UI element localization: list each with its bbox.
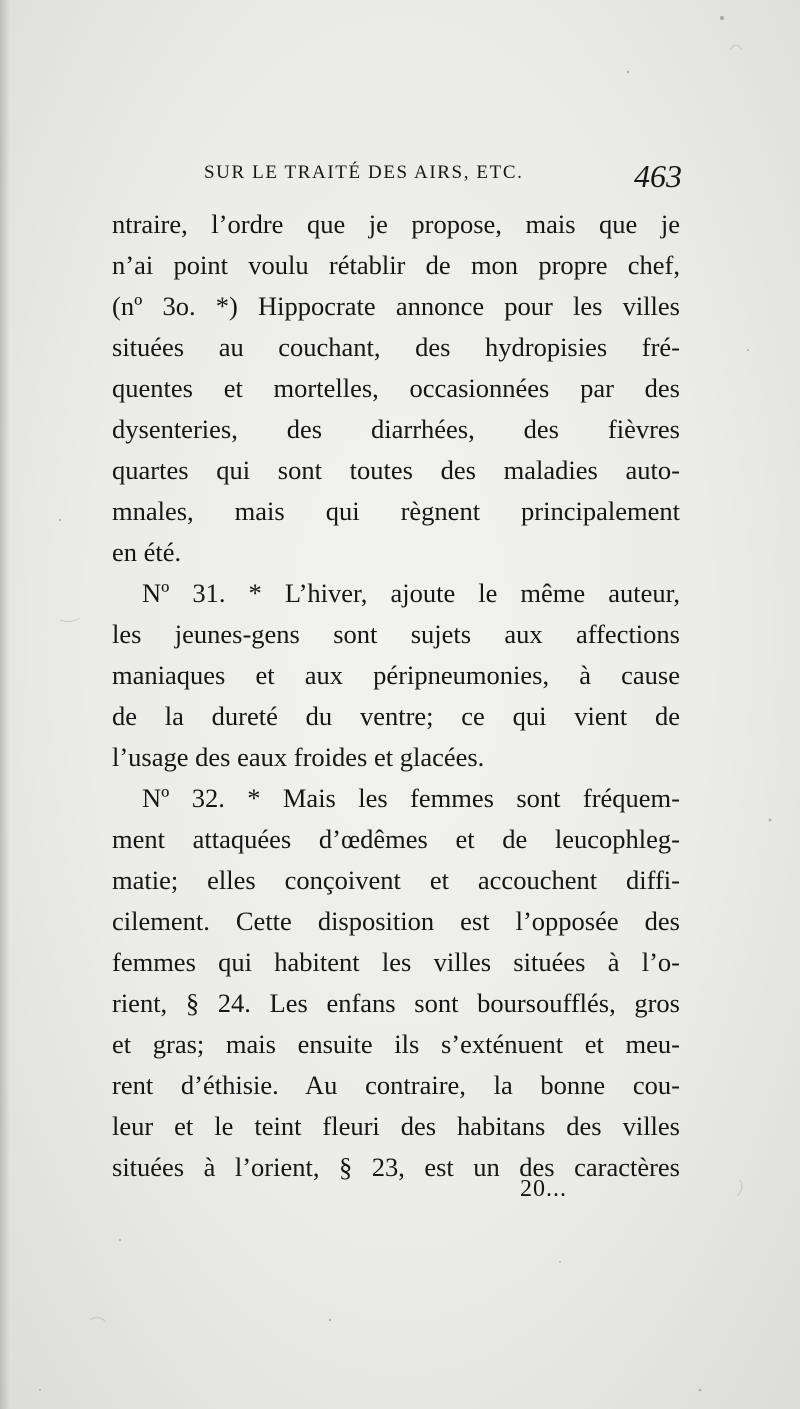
text-line: quartes qui sont toutes des maladies auto- <box>112 455 680 485</box>
text-line: matie; elles conçoivent et accouchent diffi- <box>112 865 680 895</box>
running-head: SUR LE TRAITÉ DES AIRS, ETC. <box>204 162 524 183</box>
text-line: leur et le teint fleuri des habitans des villes <box>112 1111 680 1141</box>
catchword: 20... <box>520 1176 567 1202</box>
text-line: femmes qui habitent les villes situées à l’o- <box>112 947 680 977</box>
page-edge-shadow <box>0 0 10 1409</box>
body-text <box>112 204 680 1188</box>
text-line: Nº 32. * Mais les femmes sont fréquem- <box>142 783 680 813</box>
text-line: quentes et mortelles, occasionnées par des <box>112 373 680 403</box>
text-line: en été. <box>112 537 182 567</box>
text-line: l’usage des eaux froides et glacées. <box>112 742 485 772</box>
text-line: Nº 31. * L’hiver, ajoute le même auteur, <box>142 578 680 608</box>
page-header <box>200 158 682 198</box>
text-line: cilement. Cette disposition est l’opposée des <box>112 906 680 936</box>
text-line: ntraire, l’ordre que je propose, mais que je <box>112 209 680 239</box>
text-line: les jeunes-gens sont sujets aux affections <box>112 619 680 649</box>
text-line: dysenteries, des diarrhées, des fièvres <box>112 414 680 444</box>
text-line: maniaques et aux péripneumonies, à cause <box>112 660 680 690</box>
page-number: 463 <box>634 158 682 194</box>
text-line: mnales, mais qui règnent principalement <box>112 496 680 526</box>
text-line: de la dureté du ventre; ce qui vient de <box>112 701 680 731</box>
text-line: situées à l’orient, § 23, est un des caractères <box>112 1152 680 1182</box>
text-line: rent d’éthisie. Au contraire, la bonne cou- <box>112 1070 680 1100</box>
text-line: et gras; mais ensuite ils s’exténuent et meu- <box>112 1029 680 1059</box>
text-line: n’ai point voulu rétablir de mon propre chef, <box>112 250 680 280</box>
text-line: situées au couchant, des hydropisies fré- <box>112 332 680 362</box>
text-line: (nº 3o. *) Hippocrate annonce pour les villes <box>112 291 680 321</box>
text-line: ment attaquées d’œdêmes et de leucophleg- <box>112 824 680 854</box>
text-line: rient, § 24. Les enfans sont boursoufflés, gros <box>112 988 680 1018</box>
